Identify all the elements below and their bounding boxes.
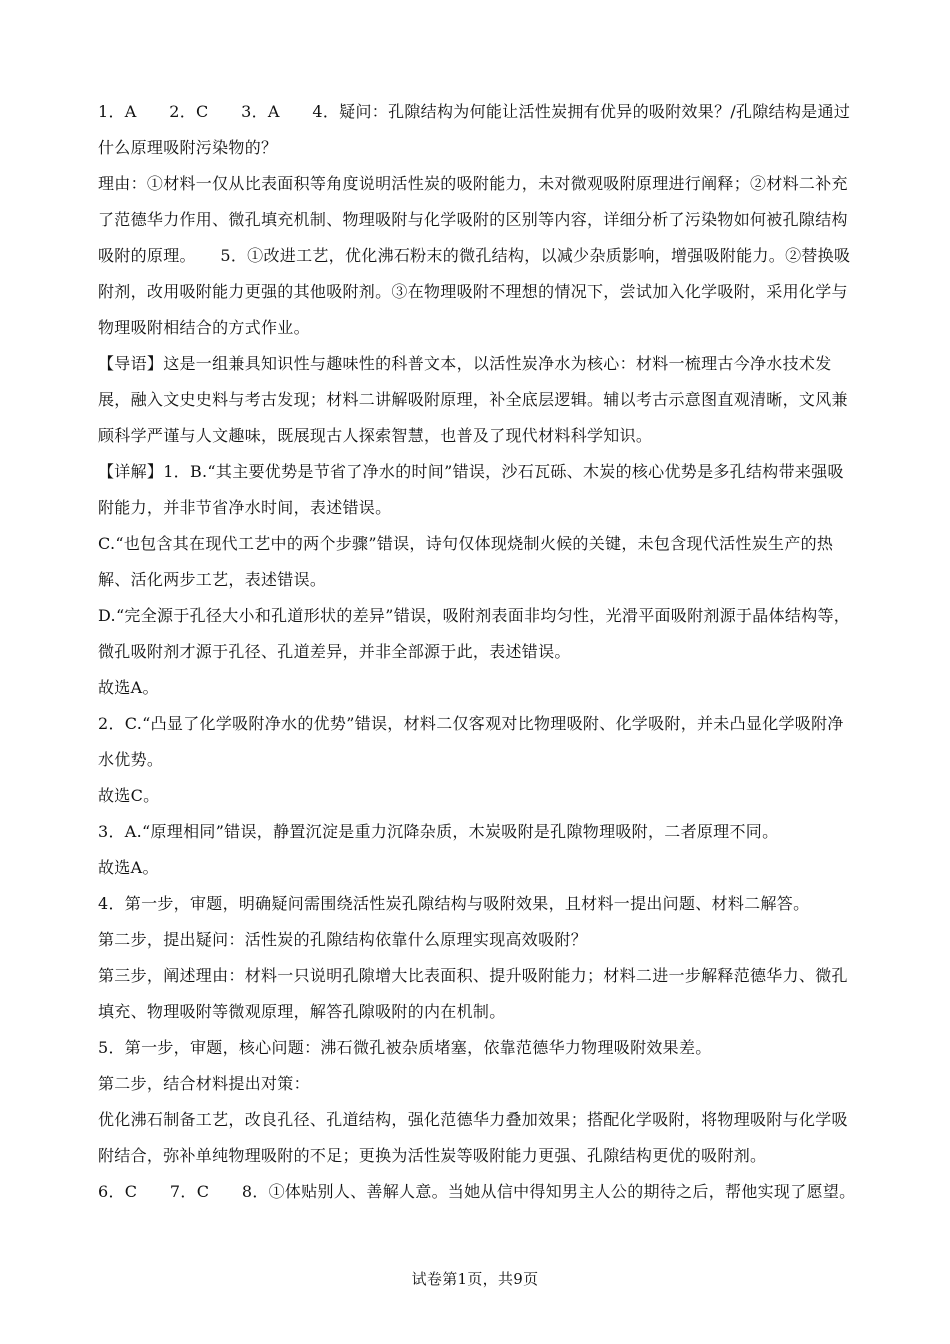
detail-paragraph: 3．A.“原理相同”错误，静置沉淀是重力沉降杂质，木炭吸附是孔隙物理吸附，二者原理不同。 xyxy=(98,822,779,841)
detail-paragraph: 5．第一步，审题，核心问题：沸石微孔被杂质堵塞，依靠范德华力物理吸附效果差。 xyxy=(98,1038,712,1057)
detail-paragraph: 故选A。 xyxy=(98,858,159,877)
detail-paragraph: D.“完全源于孔径大小和孔道形状的差异”错误，吸附剂表面非均匀性，光滑平面吸附剂源于晶体结构等，微孔吸附剂才源于孔径、孔道差异，并非全部源于此，表述错误。 xyxy=(98,606,851,661)
detail-paragraph: 第二步，提出疑问：活性炭的孔隙结构依靠什么原理实现高效吸附？ xyxy=(98,930,588,949)
detail-paragraph: 【详解】1．B.“其主要优势是节省了净水的时间”错误，沙石瓦砾、木炭的核心优势是多孔结构带来强吸附能力，并非节省净水时间，表述错误。 xyxy=(98,462,844,517)
detail-paragraph: 6．C 7．C 8．①体贴别人、善解人意。当她从信中得知男主人公的期待之后，帮他实现了愿望。 xyxy=(98,1182,856,1201)
detail-paragraph: 第三步，阐述理由：材料一只说明孔隙增大比表面积、提升吸附能力；材料二进一步解释范德华力、微孔填充、物理吸附等微观原理，解答孔隙吸附的内在机制。 xyxy=(98,966,848,1021)
detail-paragraph: 2．C.“凸显了化学吸附净水的优势”错误，材料二仅客观对比物理吸附、化学吸附，并未凸显化学吸附净水优势。 xyxy=(98,714,844,769)
guide-paragraph: 【导语】这是一组兼具知识性与趣味性的科普文本，以活性炭净水为核心：材料一梳理古今净水技术发展，融入文史史料与考古发现；材料二讲解吸附原理，补全底层逻辑。辅以考古示意图直观清晰，文风兼顾科学严谨与人文趣味，既展现古人探索智慧，也普及了现代材料科学知识。 xyxy=(98,354,848,445)
detail-paragraph: 故选A。 xyxy=(98,678,159,697)
detail-paragraph: 故选C。 xyxy=(98,786,160,805)
page-footer: 试卷第1页，共9页 xyxy=(411,1270,539,1288)
detail-paragraph: 优化沸石制备工艺，改良孔径、孔道结构，强化范德华力叠加效果；搭配化学吸附，将物理吸附与化学吸附结合，弥补单纯物理吸附的不足；更换为活性炭等吸附能力更强、孔隙结构更优的吸附剂。 xyxy=(98,1110,848,1165)
answers-line-1: 1．A 2．C 3．A 4．疑问：孔隙结构为何能让活性炭拥有优异的吸附效果？/孔隙结构是通过什么原理吸附污染物的？ xyxy=(98,102,851,157)
detail-paragraph: C.“也包含其在现代工艺中的两个步骤”错误，诗句仅体现烧制火候的关键，未包含现代活性炭生产的热解、活化两步工艺，表述错误。 xyxy=(98,534,834,589)
answer-content xyxy=(98,94,858,1210)
answers-line-2: 理由：①材料一仅从比表面积等角度说明活性炭的吸附能力，未对微观吸附原理进行阐释；②材料二补充了范德华力作用、微孔填充机制、物理吸附与化学吸附的区别等内容，详细分析了污染物如何被孔隙结构吸附的原理。 5．①改进工艺，优化沸石粉末的微孔结构，以减少杂质影响，增强吸附能力。②替换吸附剂，改用吸附能力更强的其他吸附剂。③在物理吸附不理想的情况下，尝试加入化学吸附，采用化学与物理吸附相结合的方式作业。 xyxy=(98,174,851,337)
detail-paragraph: 4．第一步，审题，明确疑问需围绕活性炭孔隙结构与吸附效果，且材料一提出问题、材料二解答。 xyxy=(98,894,810,913)
detail-paragraph: 第二步，结合材料提出对策： xyxy=(98,1074,310,1093)
